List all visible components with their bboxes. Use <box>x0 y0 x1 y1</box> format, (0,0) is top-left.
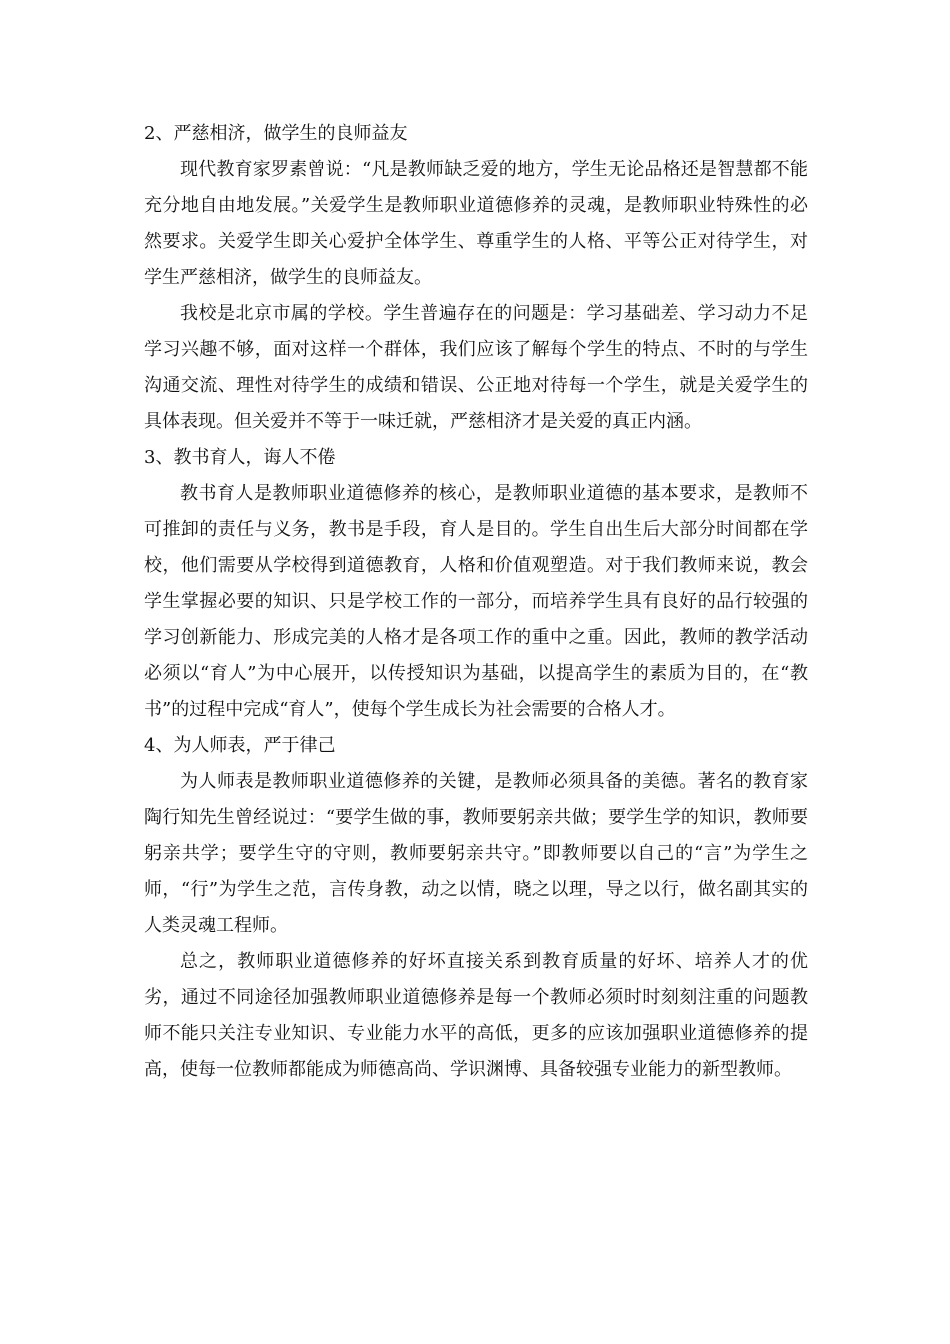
section-2-heading: 2、严慈相济，做学生的良师益友 <box>144 123 408 144</box>
section-3-paragraph-1: 教书育人是教师职业道德修养的核心，是教师职业道德的基本要求，是教师不可推卸的责任与义务，教书是手段，育人是目的。学生自出生后大部分时间都在学校，他们需要从学校得到道德教育，人格和价值观塑造。对于我们教师来说，教会学生掌握必要的知识、只是学校工作的一部分，而培养学生具有良好的品行较强的学习创新能力、形成完美的人格才是各项工作的重中之重。因此，教师的教学活动必须以“育人”为中心展开，以传授知识为基础，以提高学生的素质为目的，在“教书”的过程中完成“育人”，使每个学生成长为社会需要的合格人才。 <box>144 483 808 720</box>
section-4-paragraph-1: 为人师表是教师职业道德修养的关键，是教师必须具备的美德。著名的教育家陶行知先生曾经说过：“要学生做的事，教师要躬亲共做；要学生学的知识，教师要躬亲共学；要学生守的守则，教师要躬亲共守。”即教师要以自己的“言”为学生之师，“行”为学生之范，言传身教，动之以情，晓之以理，导之以行，做名副其实的人类灵魂工程师。 <box>144 771 808 936</box>
section-4-heading: 4、为人师表，严于律己 <box>144 735 336 756</box>
section-2-paragraph-1: 现代教育家罗素曾说：“凡是教师缺乏爱的地方，学生无论品格还是智慧都不能充分地自由地发展。”关爱学生是教师职业道德修养的灵魂，是教师职业特殊性的必然要求。关爱学生即关心爱护全体学生、尊重学生的人格、平等公正对待学生，对学生严慈相济，做学生的良师益友。 <box>144 159 808 288</box>
section-2-paragraph-2: 我校是北京市属的学校。学生普遍存在的问题是：学习基础差、学习动力不足学习兴趣不够，面对这样一个群体，我们应该了解每个学生的特点、不时的与学生沟通交流、理性对待学生的成绩和错误、公正地对待每一个学生，就是关爱学生的具体表现。但关爱并不等于一味迁就，严慈相济才是关爱的真正内涵。 <box>144 303 808 432</box>
document-page <box>144 116 808 1088</box>
section-3-heading: 3、教书育人，诲人不倦 <box>144 447 336 468</box>
conclusion-paragraph: 总之，教师职业道德修养的好坏直接关系到教育质量的好坏、培养人才的优劣，通过不同途径加强教师职业道德修养是每一个教师必须时时刻刻注重的问题教师不能只关注专业知识、专业能力水平的高低，更多的应该加强职业道德修养的提高，使每一位教师都能成为师德高尚、学识渊博、具备较强专业能力的新型教师。 <box>144 951 808 1080</box>
